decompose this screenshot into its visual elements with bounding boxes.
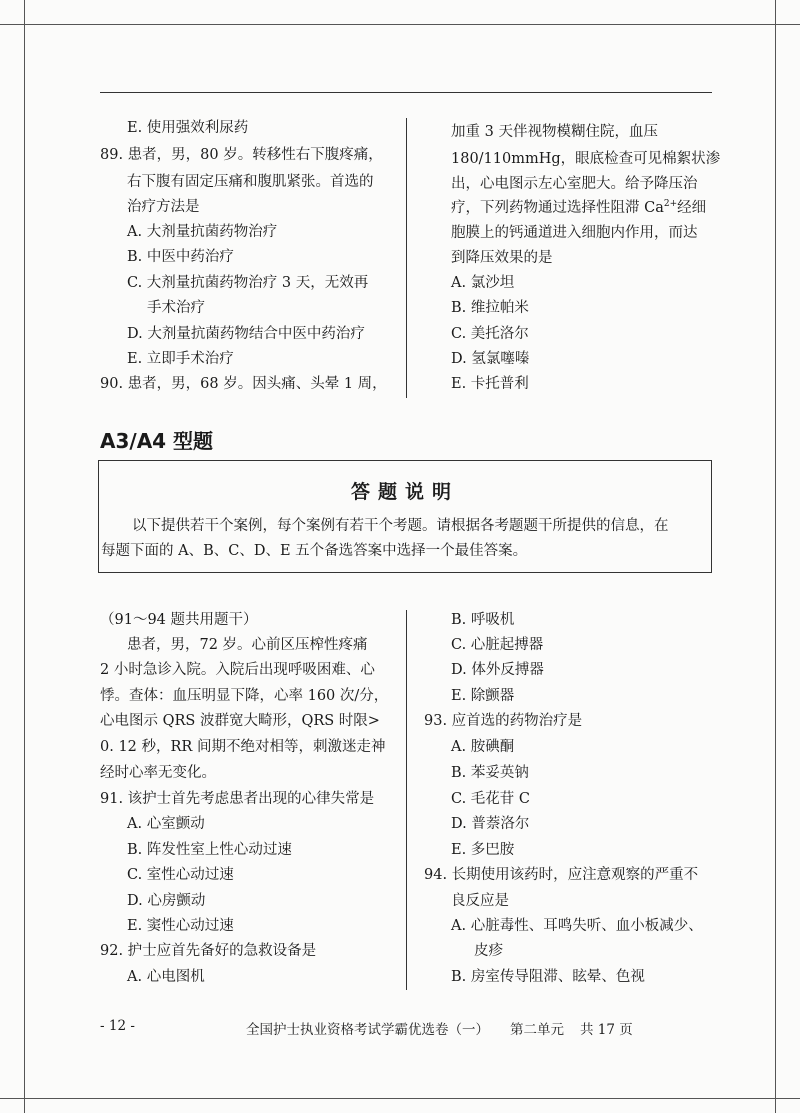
option-e: E. 多巴胺 [451,842,515,858]
option-e: E. 立即手术治疗 [127,351,234,367]
calcium-charge: 2+ [663,199,678,210]
case-text: 2 小时急诊入院。入院后出现呼吸困难、心 [100,662,375,678]
question-90-stem-cont: 出，心电图示左心室肥大。给予降压治 [451,176,698,192]
crop-mark-right [775,0,776,1113]
option-a: A. 心室颤动 [127,816,205,832]
question-90-stem: 90. 患者，男，68 岁。因头痛、头晕 1 周， [100,376,387,392]
question-94-stem: 94. 长期使用该药时，应注意观察的严重不 [424,867,699,883]
question-93-stem: 93. 应首选的药物治疗是 [424,713,583,729]
option-c: C. 大剂量抗菌药物治疗 3 天，无效再 [127,275,369,291]
option-c: C. 美托洛尔 [451,326,529,342]
question-89-stem-cont: 右下腹有固定压痛和腹肌紧张。首选的 [127,174,374,190]
option-b: B. 中医中药治疗 [127,249,234,265]
option-a: A. 氯沙坦 [451,275,515,291]
question-89-stem-cont: 治疗方法是 [127,199,200,215]
option-d: D. 氢氯噻嗪 [451,351,530,367]
option-c: C. 室性心动过速 [127,867,234,883]
crop-mark-bottom [0,1098,800,1099]
instructions-line-1: 以下提供若干个案例，每个案例有若干个考题。请根据各考题题干所提供的信息，在 [132,518,669,534]
instructions-title: 答题说明 [350,481,459,503]
option-c-cont: 手术治疗 [147,300,205,316]
option-c: C. 心脏起搏器 [451,637,544,653]
option-d: D. 大剂量抗菌药物结合中医中药治疗 [127,326,365,342]
option-a: A. 心电图机 [127,969,205,985]
option-d: D. 体外反搏器 [451,662,544,678]
option-b: B. 阵发性室上性心动过速 [127,842,292,858]
instructions-line-2: 每题下面的 A、B、C、D、E 五个备选答案中选择一个最佳答案。 [101,543,528,559]
case-text: 悸。查体：血压明显下降，心率 160 次/分， [100,688,389,704]
question-90-stem-cont: 180/110mmHg，眼底检查可见棉絮状渗 [451,151,721,167]
option-b: B. 维拉帕米 [451,300,529,316]
question-89-stem: 89. 患者，男，80 岁。转移性右下腹疼痛， [100,147,383,163]
footer-total-pages: 共 17 页 [580,1022,633,1038]
footer-book-title: 全国护士执业资格考试学霸优选卷（一） [246,1022,489,1038]
case-text: 经时心率无变化。 [100,765,216,781]
crop-mark-top [0,24,800,25]
option-a-cont: 皮疹 [474,943,503,959]
option-b: B. 苯妥英钠 [451,765,529,781]
option-d: D. 普萘洛尔 [451,816,530,832]
column-divider-top [406,118,407,398]
option-a: A. 心脏毒性、耳鸣失听、血小板减少、 [451,918,703,934]
option-b: B. 房室传导阻滞、眩晕、色视 [451,969,645,985]
column-divider-bottom [406,610,407,990]
question-91-stem: 91. 该护士首先考虑患者出现的心律失常是 [100,791,375,807]
option-a: A. 大剂量抗菌药物治疗 [127,224,278,240]
question-90-stem-cont: 胞膜上的钙通道进入细胞内作用，而达 [451,225,698,241]
option-e-q88: E. 使用强效利尿药 [127,120,249,136]
case-text: 患者，男，72 岁。心前区压榨性疼痛 [127,637,368,653]
option-d: D. 心房颤动 [127,893,206,909]
section-heading: A3/A4 型题 [100,429,214,453]
option-e: E. 除颤器 [451,688,515,704]
header-rule [100,92,712,93]
crop-mark-left [24,0,25,1113]
option-e: E. 窦性心动过速 [127,918,234,934]
footer-unit: 第二单元 [510,1022,564,1038]
option-c: C. 毛花苷 C [451,791,530,807]
instructions-box [98,460,712,573]
page-number: - 12 - [100,1018,135,1034]
shared-stem-label: （91～94 题共用题干） [100,612,258,628]
question-90-stem-cont: 到降压效果的是 [451,250,553,266]
question-90-stem-cont: 疗，下列药物通过选择性阻滞 $Ca^{2+}$经细 [451,199,707,216]
question-90-stem-cont: 加重 3 天伴视物模糊住院，血压 [451,124,658,140]
case-text: 心电图示 QRS 波群宽大畸形，QRS 时限> [100,713,380,729]
case-text: 0. 12 秒，RR 间期不绝对相等，刺激迷走神 [100,739,386,755]
option-a: A. 胺碘酮 [451,739,515,755]
question-94-stem-cont: 良反应是 [451,893,509,909]
option-b: B. 呼吸机 [451,612,515,628]
option-e: E. 卡托普利 [451,376,529,392]
question-92-stem: 92. 护士应首先备好的急救设备是 [100,943,317,959]
